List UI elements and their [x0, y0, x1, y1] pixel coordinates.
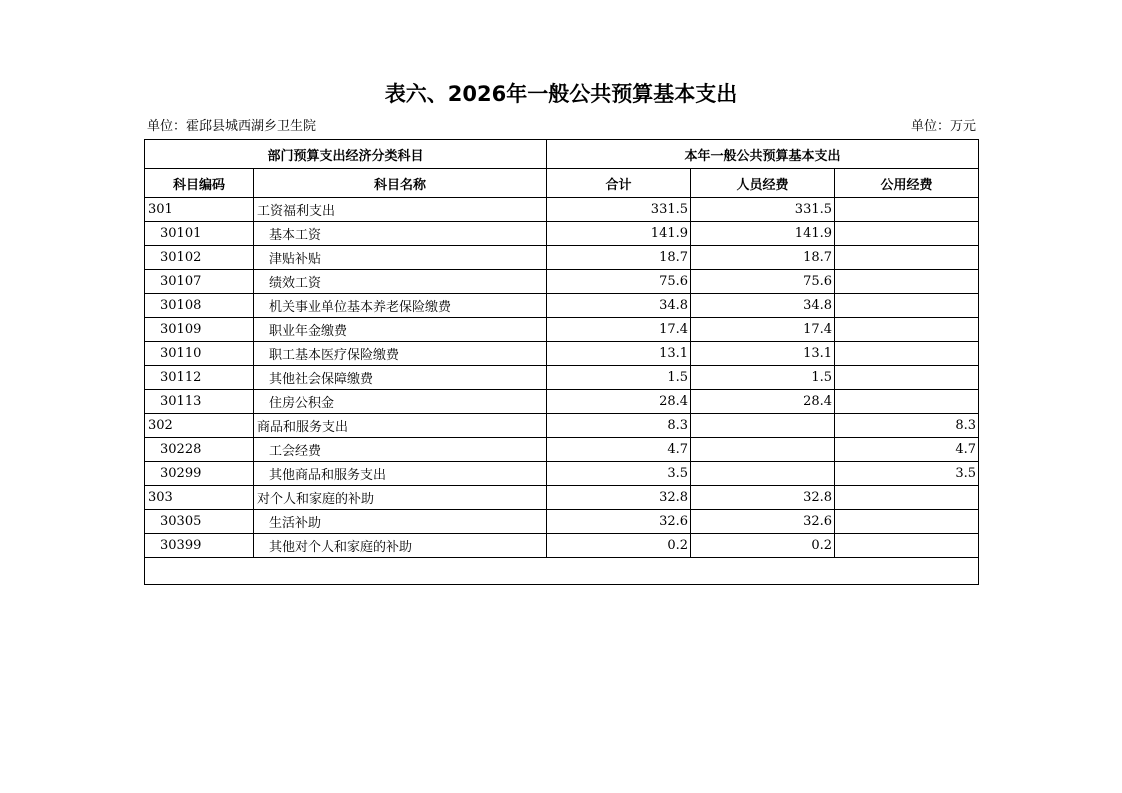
unit-currency-label: 单位：万元: [910, 119, 976, 134]
header-code: 科目编码: [145, 169, 254, 198]
cell-name: 其他商品和服务支出: [254, 462, 547, 486]
cell-code: 30110: [145, 342, 254, 366]
cell-public: [835, 510, 979, 534]
cell-name: 住房公积金: [254, 390, 547, 414]
cell-public: [835, 366, 979, 390]
cell-public: [835, 222, 979, 246]
cell-total: 8.3: [547, 414, 691, 438]
cell-personnel: 331.5: [691, 198, 835, 222]
cell-public: 3.5: [835, 462, 979, 486]
table-row: [145, 414, 979, 438]
cell-personnel: 18.7: [691, 246, 835, 270]
header-economic-classification: 部门预算支出经济分类科目: [145, 140, 547, 169]
cell-code: 301: [145, 198, 254, 222]
budget-expenditure-table: [144, 139, 979, 585]
cell-name: 绩效工资: [254, 270, 547, 294]
cell-code: 30108: [145, 294, 254, 318]
cell-personnel: 34.8: [691, 294, 835, 318]
cell-public: [835, 486, 979, 510]
header-group-row: [145, 140, 979, 169]
cell-total: 18.7: [547, 246, 691, 270]
header-total: 合计: [547, 169, 691, 198]
header-basic-expenditure: 本年一般公共预算基本支出: [547, 140, 979, 169]
cell-code: 30399: [145, 534, 254, 558]
cell-name: 对个人和家庭的补助: [254, 486, 547, 510]
table-row: [145, 534, 979, 558]
table-row: [145, 246, 979, 270]
blank-cell: [145, 558, 979, 585]
table-row: [145, 342, 979, 366]
cell-total: 32.6: [547, 510, 691, 534]
cell-code: 30109: [145, 318, 254, 342]
cell-code: 30299: [145, 462, 254, 486]
cell-public: [835, 246, 979, 270]
cell-personnel: [691, 438, 835, 462]
cell-name: 工会经费: [254, 438, 547, 462]
cell-name: 机关事业单位基本养老保险缴费: [254, 294, 547, 318]
cell-total: 75.6: [547, 270, 691, 294]
cell-total: 331.5: [547, 198, 691, 222]
page-title: 表六、2026年一般公共预算基本支出: [384, 82, 738, 106]
cell-name: 职业年金缴费: [254, 318, 547, 342]
cell-name: 津贴补贴: [254, 246, 547, 270]
cell-code: 30228: [145, 438, 254, 462]
cell-code: 30113: [145, 390, 254, 414]
cell-total: 34.8: [547, 294, 691, 318]
header-name: 科目名称: [254, 169, 547, 198]
cell-name: 工资福利支出: [254, 198, 547, 222]
cell-total: 32.8: [547, 486, 691, 510]
cell-name: 生活补助: [254, 510, 547, 534]
cell-personnel: 75.6: [691, 270, 835, 294]
cell-code: 303: [145, 486, 254, 510]
cell-public: [835, 534, 979, 558]
cell-total: 28.4: [547, 390, 691, 414]
cell-total: 0.2: [547, 534, 691, 558]
cell-personnel: 1.5: [691, 366, 835, 390]
cell-personnel: 32.6: [691, 510, 835, 534]
cell-personnel: 28.4: [691, 390, 835, 414]
table-row: [145, 486, 979, 510]
cell-personnel: 141.9: [691, 222, 835, 246]
cell-public: [835, 342, 979, 366]
cell-personnel: 13.1: [691, 342, 835, 366]
cell-code: 30112: [145, 366, 254, 390]
cell-total: 141.9: [547, 222, 691, 246]
table-row: [145, 390, 979, 414]
table-row: [145, 198, 979, 222]
table-row: [145, 438, 979, 462]
cell-public: [835, 198, 979, 222]
cell-total: 4.7: [547, 438, 691, 462]
table-row: [145, 294, 979, 318]
header-public: 公用经费: [835, 169, 979, 198]
table-blank-row: [145, 558, 979, 585]
cell-name: 其他对个人和家庭的补助: [254, 534, 547, 558]
cell-public: [835, 294, 979, 318]
cell-name: 职工基本医疗保险缴费: [254, 342, 547, 366]
table-row: [145, 366, 979, 390]
table-row: [145, 270, 979, 294]
cell-name: 商品和服务支出: [254, 414, 547, 438]
cell-name: 基本工资: [254, 222, 547, 246]
cell-code: 302: [145, 414, 254, 438]
table-row: [145, 222, 979, 246]
cell-code: 30101: [145, 222, 254, 246]
table-row: [145, 318, 979, 342]
cell-public: 8.3: [835, 414, 979, 438]
header-column-row: [145, 169, 979, 198]
table-body: [145, 198, 979, 585]
cell-code: 30305: [145, 510, 254, 534]
cell-name: 其他社会保障缴费: [254, 366, 547, 390]
cell-public: [835, 318, 979, 342]
unit-organization-label: 单位：霍邱县城西湖乡卫生院: [147, 119, 317, 134]
header-personnel: 人员经费: [691, 169, 835, 198]
cell-total: 1.5: [547, 366, 691, 390]
cell-total: 17.4: [547, 318, 691, 342]
table-row: [145, 462, 979, 486]
cell-code: 30107: [145, 270, 254, 294]
cell-personnel: 17.4: [691, 318, 835, 342]
cell-total: 13.1: [547, 342, 691, 366]
cell-personnel: [691, 462, 835, 486]
cell-personnel: 32.8: [691, 486, 835, 510]
cell-personnel: [691, 414, 835, 438]
cell-public: [835, 270, 979, 294]
cell-total: 3.5: [547, 462, 691, 486]
cell-code: 30102: [145, 246, 254, 270]
cell-public: [835, 390, 979, 414]
cell-public: 4.7: [835, 438, 979, 462]
cell-personnel: 0.2: [691, 534, 835, 558]
table-row: [145, 510, 979, 534]
